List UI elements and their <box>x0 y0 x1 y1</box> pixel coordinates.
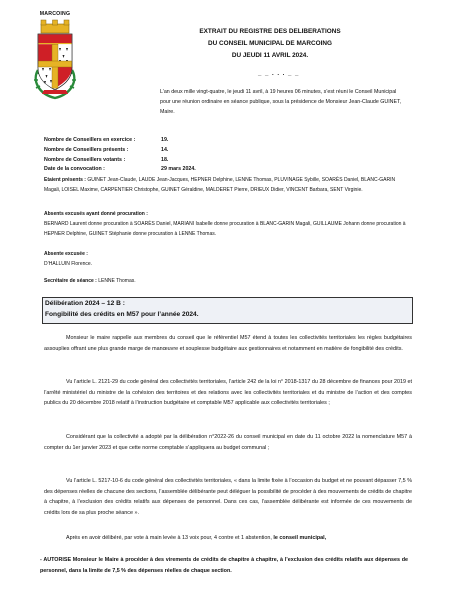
secretary-title: Secrétaire de séance : <box>44 278 97 284</box>
count-value: 14. <box>161 146 169 153</box>
count-row <box>44 156 196 166</box>
count-row <box>44 136 196 146</box>
count-label: Nombre de Conseillers votants : <box>44 156 126 163</box>
coat-of-arms-icon <box>32 18 78 100</box>
heading-separator: _ _ . . . _ _ <box>258 71 300 77</box>
count-label: Nombre de Conseillers présents : <box>44 146 129 153</box>
proxy-title: Absents excusés ayant donné procuration : <box>44 211 148 217</box>
heading-line-1: EXTRAIT DU REGISTRE DES DELIBERATIONS <box>199 28 341 35</box>
deliberation-number: Délibération 2024 – 12 B : <box>45 300 125 307</box>
heading-line-2: DU CONSEIL MUNICIPAL DE MARCOING <box>208 40 332 47</box>
present-title: Etaient présents : <box>44 177 86 183</box>
count-row <box>44 165 196 175</box>
deliberation-subject: Fongibilité des crédits en M57 pour l’année 2024. <box>45 310 199 318</box>
heading-line-3: DU JEUDI 11 AVRIL 2024. <box>231 52 309 59</box>
body-paragraph-3: Considérant que la collectivité a adopté par la délibération n°2022-26 du conseil municipal en date du 11 octobre 2022 la nomenclature M57 à compter du 1er janvier 2023 et que cette norme comptable s’appliquera au budget communal ; <box>44 434 412 451</box>
deliberation-title <box>45 299 199 320</box>
town-label: MARCOING <box>39 11 71 17</box>
present-members <box>44 176 412 196</box>
count-value: 29 mars 2024. <box>161 166 196 173</box>
count-row <box>44 146 196 156</box>
body-paragraph-4: Vu l’article L. 5217-10-6 du code général des collectivités territoriales, « dans la limite fixée à l’occasion du budget et ne pouvant dépasser 7,5 % des dépenses réelles de chacune des sections, l’assemblée délibérante peut déléguer la possibilité de procéder à des mouvements de crédits de chapitre à chapitre, à l’exclusion des crédits relatifs aux dépenses de personnel. Dans ces cas, l’assemblée délibérante est informée de ces mouvements de crédits lors de sa plus proche séance ». <box>44 478 412 516</box>
secretary-name: LENNE Thomas. <box>96 278 136 284</box>
count-label: Nombre de Conseillers en exercice : <box>44 137 136 143</box>
count-value: 19. <box>161 137 169 143</box>
body-paragraph-2: Vu l’article L. 2121-29 du code général des collectivités territoriales, l’article 242 de la loi n° 2018-1317 du 28 décembre de finances pour 2019 et l’arrêté ministériel du ministre de la cohésion des territoires et des relations avec les collectivités territoriales et du ministre de l’action et des comptes publics du 20 décembre 2018 relatif à l’instruction budgétaire et comptable M57 applicable aux collectivités territoriales ; <box>44 379 412 407</box>
council-counts <box>44 136 196 175</box>
excused-section <box>44 250 412 270</box>
body-paragraph-6 <box>40 555 408 576</box>
secretary-line <box>44 277 412 287</box>
vote-text: Après en avoir délibéré, par vote à main levée à 13 voix pour, 4 contre et 1 abstention, <box>66 535 274 541</box>
intro-paragraph: L’an deux mille vingt-quatre, le jeudi 11 avril, à 19 heures 06 minutes, s’est réuni le Conseil Municipal pour une réunion ordinaire en séance publique, sous la présidence de Monsieur Jean-Claude GUINET, Maire. <box>160 89 402 115</box>
count-value: 18. <box>161 156 169 163</box>
vote-council: le conseil municipal, <box>273 535 327 541</box>
excused-name: D’HALLUIN Florence. <box>44 260 93 267</box>
count-label: Date de la convocation : <box>44 166 105 173</box>
proxy-list: BERNARD Laurent donne procuration à SOARÈS Daniel, MARIANI Isabelle donne procuration à BLANC-GARIN Magali, GUILLAUME Johann donne procuration à HEPNER Delphine, GUINET Stéphanie donne procuration à LENNE Thomas. <box>44 220 406 237</box>
body-paragraph-1: Monsieur le maire rappelle aux membres du conseil que le référentiel M57 étend à toutes les collectivités territoriales les règles budgétaires assouplies offrant une plus grande marge de manœuvre et souplesse budgétaire aux gestionnaires et notamment en matière de fongibilité des crédits. <box>44 335 412 352</box>
decision-text: - AUTORISE Monsieur le Maire à procéder à des virements de crédits de chapitre à chapitre, à l’exclusion des crédits relatifs aux dépenses de personnel, dans la limite de 7,5 % des dépenses réelles de chaque section. <box>40 557 408 574</box>
excused-title: Absente excusée : <box>44 251 88 257</box>
body-paragraph-5 <box>44 533 412 544</box>
document-heading <box>170 26 370 62</box>
present-list: GUINET Jean-Claude, LAUDE Jean-Jacques, HEPNER Delphine, LENNE Thomas, PLUVINAGE Sybille, SOARÈS Daniel, BLANC-GARIN Magali, LOISEL Maxime, CARPENTIER Christophe, GUINET Géraldine, MALDERET Pierre, DRIEUX Didier, VINCENT Barbara, SENT Virginie. <box>44 177 396 193</box>
proxy-section <box>44 210 412 239</box>
